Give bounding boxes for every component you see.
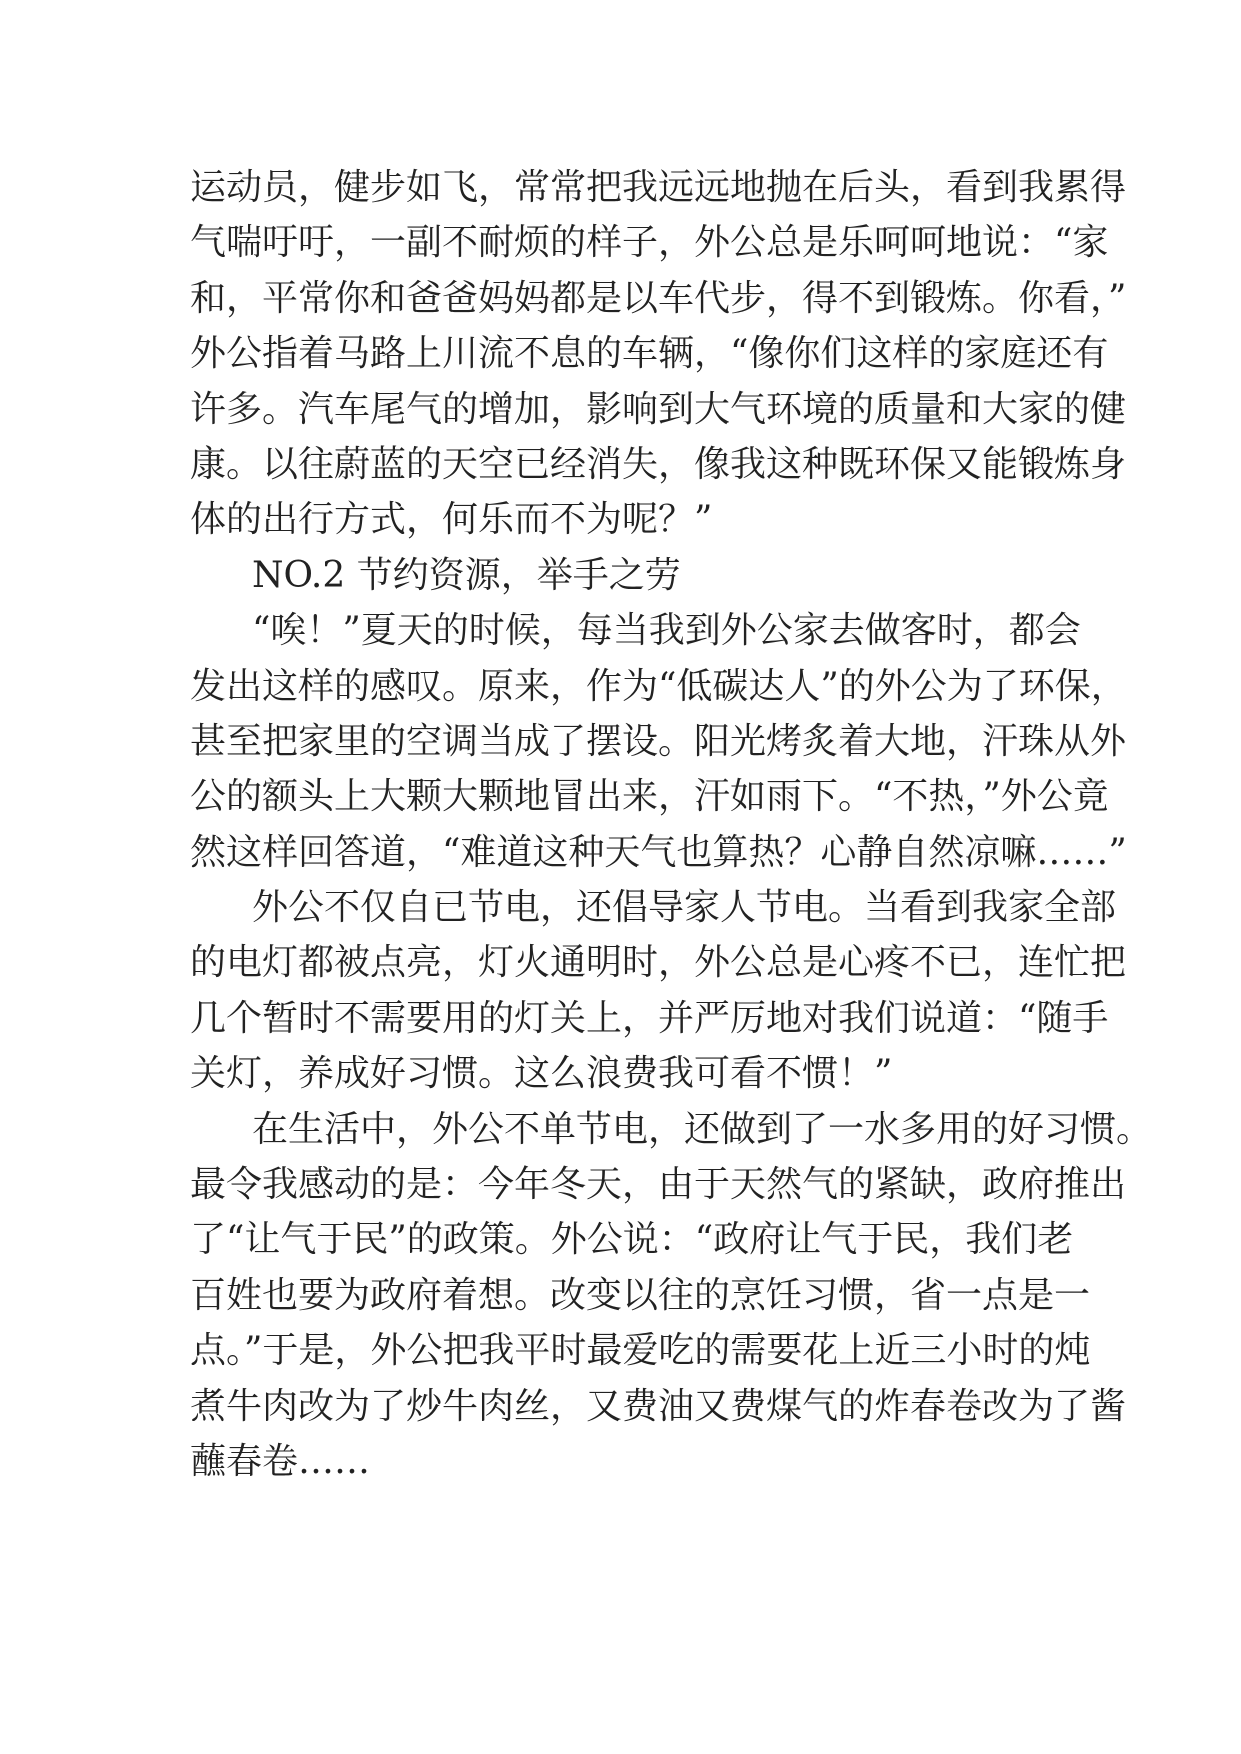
text-line: 外公不仅自已节电，还倡导家人节电。当看到我家全部 [252, 887, 1117, 929]
body-text [190, 160, 1153, 1489]
text-line: 的电灯都被点亮，灯火通明时，外公总是心疼不已，连忙把 [190, 942, 1127, 984]
text-line: 体的出行方式，何乐而不为呢？” [190, 499, 713, 541]
text-line: 蘸春卷…… [190, 1440, 371, 1482]
text-line: 甚至把家里的空调当成了摆设。阳光烤炙着大地，汗珠从外 [190, 720, 1127, 762]
text-line: 在生活中，外公不单节电，还做到了一水多用的好习惯。 [252, 1108, 1153, 1150]
text-line: 百姓也要为政府着想。改变以往的烹饪习惯，省一点是一 [190, 1274, 1091, 1316]
text-line: 运动员，健步如飞，常常把我远远地抛在后头，看到我累得 [190, 167, 1127, 208]
text-line: 气喘吁吁，一副不耐烦的样子，外公总是乐呵呵地说：“家 [190, 222, 1109, 264]
text-line: 了“让气于民”的政策。外公说：“政府让气于民，我们老 [190, 1219, 1074, 1261]
text-line: 许多。汽车尾气的增加，影响到大气环境的质量和大家的健 [190, 388, 1127, 430]
section-heading: NO.2 节约资源，举手之劳 [252, 554, 681, 596]
text-line: 公的额头上大颗大颗地冒出来，汗如雨下。“不热，”外公竟 [190, 776, 1109, 818]
text-line: 几个暂时不需要用的灯关上，并严厉地对我们说道：“随手 [190, 997, 1109, 1039]
text-line: 然这样回答道，“难道这种天气也算热？心静自然凉嘛……” [190, 831, 1127, 873]
text-line: 点。”于是，外公把我平时最爱吃的需要花上近三小时的炖 [190, 1330, 1091, 1372]
text-line: 煮牛肉改为了炒牛肉丝，又费油又费煤气的炸春卷改为了酱 [190, 1385, 1127, 1427]
text-line: 发出这样的感叹。原来，作为“低碳达人”的外公为了环保， [190, 665, 1127, 707]
text-line: 康。以往蔚蓝的天空已经消失，像我这种既环保又能锻炼身 [190, 443, 1127, 485]
text-line: “唉！”夏天的时候，每当我到外公家去做客时，都会 [252, 610, 1081, 652]
text-line: 最令我感动的是：今年冬天，由于天然气的紧缺，政府推出 [190, 1164, 1127, 1206]
text-line: 外公指着马路上川流不息的车辆，“像你们这样的家庭还有 [190, 333, 1109, 375]
text-line: 和，平常你和爸爸妈妈都是以车代步，得不到锻炼。你看，” [190, 277, 1127, 319]
text-line: 关灯，养成好习惯。这么浪费我可看不惯！” [190, 1053, 893, 1095]
